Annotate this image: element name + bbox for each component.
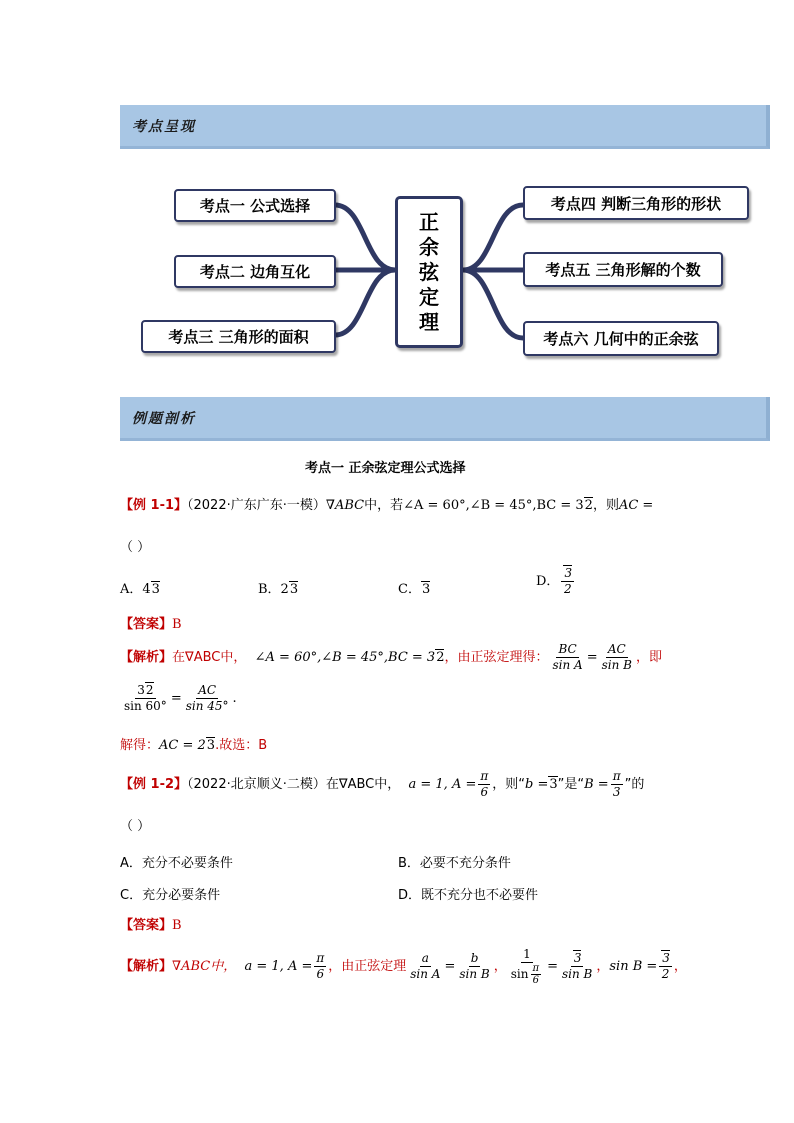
text: 在∇ABC中， bbox=[172, 650, 247, 665]
option-a: A．充分不必要条件 bbox=[120, 856, 233, 871]
denominator: sin 60° bbox=[124, 699, 167, 713]
mindmap-node-6 bbox=[523, 321, 719, 356]
numerator: AC bbox=[198, 683, 217, 697]
numerator: AC bbox=[607, 642, 626, 656]
denominator: 3 bbox=[612, 785, 621, 799]
math: a = 1, A = bbox=[408, 777, 477, 792]
option-label: A．4 bbox=[120, 582, 151, 597]
answer-value: B bbox=[172, 617, 182, 632]
answer-1-1 bbox=[120, 613, 182, 632]
banner-title: 例题剖析 bbox=[132, 411, 196, 427]
math: B = bbox=[584, 777, 609, 792]
source: （2022·广东广东·一模） bbox=[187, 498, 326, 513]
node-label: 考点五 三角形解的个数 bbox=[545, 261, 701, 279]
example-1-2-paren: （ ） bbox=[120, 819, 151, 834]
text: 解得： bbox=[120, 738, 160, 753]
section-banner-liti bbox=[120, 397, 770, 441]
text: ，由正弦定理 bbox=[328, 959, 407, 974]
math-radical: 3 bbox=[289, 582, 299, 597]
math-radical: 2 bbox=[584, 498, 593, 513]
math: b = bbox=[525, 777, 549, 792]
node-label: 考点六 几何中的正余弦 bbox=[543, 330, 699, 348]
text: ”是“ bbox=[557, 777, 585, 792]
answer-value: B bbox=[172, 918, 182, 933]
option-d bbox=[536, 566, 576, 597]
text: ， bbox=[596, 959, 610, 974]
mindmap-node-2 bbox=[174, 255, 336, 288]
example-tag: 【例 1-1】 bbox=[120, 498, 188, 513]
analysis-1-2-line1 bbox=[120, 947, 687, 986]
text: ”的 bbox=[624, 777, 645, 792]
denominator: 2 bbox=[661, 967, 670, 981]
denominator: sin A bbox=[410, 967, 441, 981]
option-b bbox=[258, 578, 298, 597]
node-label: 考点一 公式选择 bbox=[199, 197, 311, 215]
math-radical: 3 bbox=[564, 566, 573, 580]
mindmap-node-3 bbox=[141, 320, 336, 353]
denominator: sin A bbox=[552, 658, 583, 672]
section-title: 考点一 正余弦定理公式选择 bbox=[305, 461, 466, 476]
denominator: 6 bbox=[480, 785, 489, 799]
solution-1-1 bbox=[120, 734, 267, 753]
mindmap-node-4 bbox=[523, 186, 749, 220]
source: （2022·北京顺义·二模） bbox=[187, 777, 326, 792]
numerator: 1 bbox=[523, 947, 531, 961]
text: ∇ABC中， bbox=[172, 959, 237, 974]
text: ，则“ bbox=[492, 777, 525, 792]
option-a bbox=[120, 578, 160, 597]
numerator: a bbox=[421, 951, 429, 965]
math-radical: 3 bbox=[151, 582, 160, 597]
denominator: sin 45° bbox=[185, 699, 229, 713]
option-c: C．充分必要条件 bbox=[120, 888, 221, 903]
numerator: BC bbox=[558, 642, 577, 656]
numerator: b bbox=[470, 951, 479, 965]
answer-1-2 bbox=[120, 914, 182, 933]
example-1-1-question bbox=[120, 494, 653, 513]
math: sin B = bbox=[609, 959, 658, 974]
node-label: 考点三 三角形的面积 bbox=[168, 328, 309, 346]
math: AC = 2 bbox=[159, 738, 206, 753]
text: ， bbox=[493, 959, 507, 974]
analysis-tag: 【解析】 bbox=[120, 959, 173, 974]
denominator: sin B bbox=[601, 658, 632, 672]
text: .故选：B bbox=[215, 738, 268, 753]
option-label: D． bbox=[536, 574, 560, 589]
example-tag: 【例 1-2】 bbox=[120, 777, 188, 792]
denominator: sin B bbox=[561, 967, 593, 981]
mindmap-center bbox=[395, 196, 463, 348]
math-radical: 3 bbox=[206, 738, 216, 753]
node-label: 考点四 判断三角形的形状 bbox=[550, 194, 722, 213]
center-char: 余 bbox=[419, 234, 439, 259]
text: ，由正弦定理得： bbox=[444, 650, 549, 665]
center-char: 正 bbox=[419, 209, 439, 234]
math-radical: 3 bbox=[549, 777, 558, 792]
numerator: π bbox=[532, 963, 540, 974]
banner-title: 考点呈现 bbox=[132, 119, 196, 135]
equals: = bbox=[444, 959, 456, 974]
text: . bbox=[232, 691, 237, 706]
denominator: 2 bbox=[563, 582, 572, 596]
mindmap-node-1 bbox=[174, 189, 336, 222]
text: ，则 bbox=[592, 498, 619, 513]
example-1-1-paren: （ ） bbox=[120, 540, 151, 555]
numerator: 3 bbox=[137, 683, 145, 697]
option-b: B．必要不充分条件 bbox=[398, 856, 511, 871]
equals: = bbox=[170, 691, 182, 706]
math-radical: 2 bbox=[436, 650, 445, 665]
node-label: 考点二 边角互化 bbox=[199, 263, 311, 281]
denominator: 6 bbox=[532, 975, 539, 986]
answer-tag: 【答案】 bbox=[120, 617, 173, 632]
center-char: 弦 bbox=[419, 259, 439, 284]
option-d: D．既不充分也不必要件 bbox=[398, 888, 539, 903]
analysis-tag: 【解析】 bbox=[120, 650, 173, 665]
numerator: π bbox=[612, 769, 621, 783]
denominator: sin B bbox=[459, 967, 490, 981]
math-radical: 3 bbox=[421, 582, 431, 597]
text: 在∇ABC中， bbox=[325, 777, 401, 792]
answer-tag: 【答案】 bbox=[120, 918, 173, 933]
text: ，即 bbox=[635, 650, 662, 665]
text: 中，若 bbox=[364, 498, 404, 513]
analysis-1-1-line2 bbox=[120, 683, 237, 714]
math: AC = bbox=[618, 498, 654, 513]
mindmap-node-5 bbox=[523, 252, 723, 287]
option-c bbox=[398, 578, 430, 597]
math: ∠A = 60°,∠B = 45°,BC = 3 bbox=[254, 650, 436, 665]
option-label: C． bbox=[398, 582, 421, 597]
math-radical: 3 bbox=[662, 951, 670, 965]
analysis-1-1-line1 bbox=[120, 642, 662, 673]
text: ， bbox=[673, 959, 687, 974]
math-radical: 3 bbox=[573, 951, 582, 965]
option-label: B．2 bbox=[258, 582, 289, 597]
center-char: 定 bbox=[419, 284, 439, 309]
math: ∇ABC bbox=[325, 498, 365, 513]
equals: = bbox=[547, 959, 558, 974]
math-radical: 2 bbox=[145, 683, 154, 697]
denominator: 6 bbox=[316, 967, 325, 981]
denominator: sin bbox=[510, 967, 529, 981]
equals: = bbox=[586, 650, 598, 665]
math: a = 1, A = bbox=[244, 959, 313, 974]
math: ∠A = 60°,∠B = 45°,BC = 3 bbox=[403, 498, 584, 513]
center-char: 理 bbox=[419, 309, 439, 334]
example-1-2-question bbox=[120, 769, 644, 800]
numerator: π bbox=[480, 769, 489, 783]
numerator: π bbox=[316, 951, 325, 965]
